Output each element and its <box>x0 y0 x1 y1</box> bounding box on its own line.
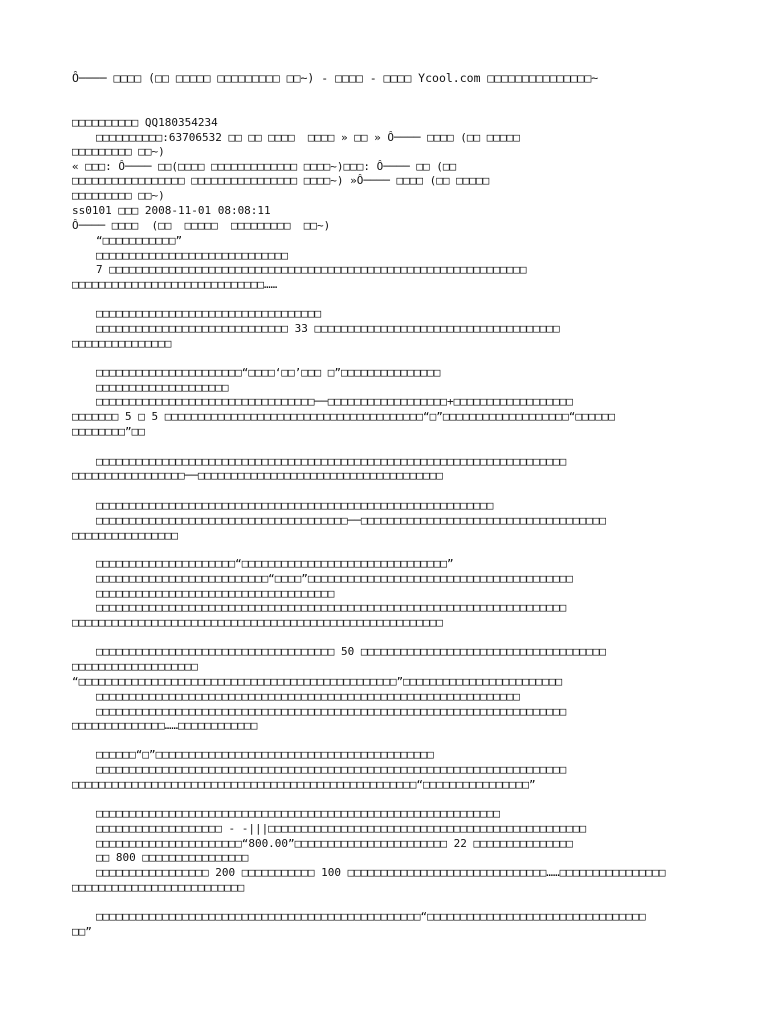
paragraph-line: □□□□□□□□□□□□□□□□□□□□□□□□□□□□□□□□□□□□□□──□□□□□□□□□□□□□□□□□□□□□□□□□□□□□□□□□□□□□ <box>96 514 606 527</box>
paragraph-line: □□□□□□□□□□□□□□□□□□□□□□□□□□□□□□□□□□□□□□□□□□□□□□□□□□□□□□□□□□□□□□□□□□□□□□□ <box>96 601 567 614</box>
paragraph-line: □□□□□□□□□□□□□□□□□□□□□□□□□□□□□□□□□□□□□□□□□□□□□□□□□□□□□□□□□□□□□□□□□□□□□□□ <box>96 763 567 776</box>
post-meta: ss0101 □□□ 2008-11-01 08:08:11 <box>72 204 271 217</box>
paragraph-line: □□□□□□□□□□□□□□□□□□□ - -|||□□□□□□□□□□□□□□□□□□□□□□□□□□□□□□□□□□□□□□□□□□□□□□□□ <box>96 822 587 835</box>
paragraph-line: □□□□□□□□□□□□□□□□□□□□□□□□□□□□□□□□□□□□□□□□□□□□□□□□□□□□□□□□□□□□□□□□□□□□□□□ <box>96 455 567 468</box>
paragraph-line: □□□□□□□□□□□□□□□□□□□□□□“□□□□‘□□’□□□ □”□□□□□□□□□□□□□□□ <box>96 366 441 379</box>
paragraph-line: □□□□□□□□□□□□□□□□□□□□□□“800.00”□□□□□□□□□□□□□□□□□□□□□□□ 22 □□□□□□□□□□□□□□□ <box>96 837 573 850</box>
paragraph-line: □□□□□□□□□□□□□□□□□□□□□□□□□□□□□□□□□□□□□□□□□□□□□□□□□□□□□□□□□□□□□□□□ <box>96 690 520 703</box>
paragraph-line: □□□□□□□□□□□□□□□ <box>72 337 172 350</box>
paragraph-line: □□□□□□□□□□□□□□□□□□□□□□□□□□□□□□□□□──□□□□□□□□□□□□□□□□□□+□□□□□□□□□□□□□□□□□□ <box>96 395 573 408</box>
paragraph-line: □□□□□□□□□□□□□□□□□□□□□□□□□□□□□ <box>96 249 289 262</box>
breadcrumb-line: □□□□□□□□□ □□~) <box>72 145 165 158</box>
paragraph-line: □□□□□□□□□□□□□□□□□□□□□□□□□□□□□□□□□□□□ <box>96 587 335 600</box>
paragraph-line: □□□□□□□□□□□□□□□□□□□□□□□□□□□□□□□□□□□□□□□□□□□□□□□□□“□□□□□□□□□□□□□□□□□□□□□□□□□□□□□□□□□ <box>96 910 646 923</box>
paragraph-line: □□ 800 □□□□□□□□□□□□□□□□ <box>96 851 249 864</box>
paragraph-line: □□□□□□□□□□□□□□□□□□□□□□□□□□□□□□□□□□□□ 50 □□□□□□□□□□□□□□□□□□□□□□□□□□□□□□□□□□□□□ <box>96 645 606 658</box>
prev-next-nav[interactable]: « □□□: Ô──── □□(□□□□ □□□□□□□□□□□□□ □□□□~)□□□: Ô──── □□ (□□ <box>72 160 457 173</box>
page-title: Ô──── □□□□ (□□ □□□□□ □□□□□□□□□ □□~) - □□□□ - □□□□ Ycool.com □□□□□□□□□□□□□□□~ <box>72 71 599 85</box>
paragraph-line: □□” <box>72 925 92 938</box>
post-heading: Ô──── □□□□ (□□ □□□□□ □□□□□□□□□ □□~) <box>72 219 331 232</box>
paragraph-line: □□□□□□□□□□□□□□……□□□□□□□□□□□□ <box>72 719 258 732</box>
paragraph-line: □□□□□□□□□□□□□□□□□□□□□□□□□□□□□□□□□□ <box>96 307 322 320</box>
paragraph-line: □□□□□□□□□□□□□□□□□──□□□□□□□□□□□□□□□□□□□□□□□□□□□□□□□□□□□□□ <box>72 469 443 482</box>
paragraph-line: □□□□□□□□□□□□□□□□□□□□□□□□□□□□□…… <box>72 278 278 291</box>
paragraph-line: □□□□□□□□□□□□□□□□□□□□ <box>96 381 229 394</box>
paragraph-line: □□□□□□□ 5 □ 5 □□□□□□□□□□□□□□□□□□□□□□□□□□□□□□□□□□□□□□□“□”□□□□□□□□□□□□□□□□□□□“□□□□□□ <box>72 410 616 423</box>
breadcrumb-line[interactable]: □□□□□□□□□□:63706532 □□ □□ □□□□ □□□□ » □□ » Ô──── □□□□ (□□ □□□□□ <box>96 131 520 144</box>
paragraph-line: □□□□□□□□□□□□□□□□□□□□□□□□□□ <box>72 881 245 894</box>
paragraph-line: □□□□□□□□□□□□□□□□□□□□□“□□□□□□□□□□□□□□□□□□□□□□□□□□□□□□□” <box>96 557 454 570</box>
paragraph-line: □□□□□□□□□□□□□□□□□□□ <box>72 660 198 673</box>
prev-next-nav: □□□□□□□□□ □□~) <box>72 189 165 202</box>
paragraph-line: □□□□□□□□□□□□□□□□□□□□□□□□□□□□□□□□□□□□□□□□□□□□□□□□□□□□□□□□□□□□□ <box>96 807 500 820</box>
paragraph-line: □□□□□□□□□□□□□□□□□□□□□□□□□□□□□□□□□□□□□□□□□□□□□□□□□□□□“□□□□□□□□□□□□□□□□” <box>72 778 536 791</box>
paragraph-line: □□□□□□“□”□□□□□□□□□□□□□□□□□□□□□□□□□□□□□□□□□□□□□□□□□□ <box>96 748 434 761</box>
paragraph-line: □□□□□□□□□□□□□□□□□ 200 □□□□□□□□□□□ 100 □□□□□□□□□□□□□□□□□□□□□□□□□□□□□□……□□□□□□□□□□□□□□□□ <box>96 866 666 879</box>
paragraph-line: “□□□□□□□□□□□□□□□□□□□□□□□□□□□□□□□□□□□□□□□□□□□□□□□□”□□□□□□□□□□□□□□□□□□□□□□□□ <box>72 675 563 688</box>
contact-line: □□□□□□□□□□ QQ180354234 <box>72 116 218 129</box>
paragraph-line: □□□□□□□□□□□□□□□□□□□□□□□□□□“□□□□”□□□□□□□□□□□□□□□□□□□□□□□□□□□□□□□□□□□□□□□□ <box>96 572 573 585</box>
paragraph-line: 7 □□□□□□□□□□□□□□□□□□□□□□□□□□□□□□□□□□□□□□□□□□□□□□□□□□□□□□□□□□□□□□□ <box>96 263 527 276</box>
paragraph-line: □□□□□□□□□□□□□□□□□□□□□□□□□□□□□□□□□□□□□□□□□□□□□□□□□□□□□□□□□□□□ <box>96 499 494 512</box>
paragraph-line: □□□□□□□□”□□ <box>72 425 145 438</box>
paragraph-line: “□□□□□□□□□□□” <box>96 234 183 247</box>
prev-next-nav[interactable]: □□□□□□□□□□□□□□□□□ □□□□□□□□□□□□□□□□ □□□□~) »Ô──── □□□□ (□□ □□□□□ <box>72 174 490 187</box>
paragraph-line: □□□□□□□□□□□□□□□□□□□□□□□□□□□□□□□□□□□□□□□□□□□□□□□□□□□□□□□□□□□□□□□□□□□□□□□ <box>96 705 567 718</box>
paragraph-line: □□□□□□□□□□□□□□□□□□□□□□□□□□□□□ 33 □□□□□□□□□□□□□□□□□□□□□□□□□□□□□□□□□□□□□ <box>96 322 560 335</box>
paragraph-line: □□□□□□□□□□□□□□□□ <box>72 529 178 542</box>
paragraph-line: □□□□□□□□□□□□□□□□□□□□□□□□□□□□□□□□□□□□□□□□□□□□□□□□□□□□□□□□ <box>72 616 443 629</box>
